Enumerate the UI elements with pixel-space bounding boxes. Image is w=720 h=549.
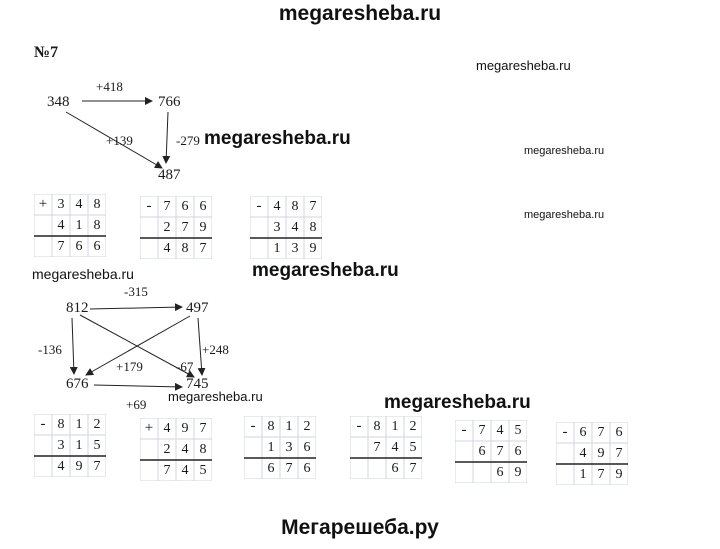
digit-cell: 9 [514, 465, 522, 480]
digit-cell: 8 [93, 218, 101, 233]
operation-sign: - [562, 424, 568, 440]
digit-cell: 6 [391, 461, 399, 476]
digit-cell: 6 [93, 239, 101, 254]
op-label: +69 [126, 397, 147, 412]
digit-cell: 1 [579, 467, 587, 482]
op-label: -67 [176, 359, 194, 374]
operation-sign: - [356, 418, 362, 434]
node-766: 766 [158, 94, 181, 110]
op-label: +418 [96, 79, 123, 94]
column-calculation [244, 416, 316, 479]
empty-cell [140, 217, 158, 238]
node-812: 812 [66, 300, 89, 316]
operation-sign: - [146, 198, 152, 214]
digit-cell: 7 [597, 467, 605, 482]
digit-cell: 7 [373, 440, 381, 455]
digit-cell: 7 [199, 421, 207, 436]
digit-cell: 4 [57, 218, 65, 233]
digit-cell: 4 [181, 463, 189, 478]
digit-cell: 3 [285, 440, 293, 455]
digit-cell: 7 [615, 446, 623, 461]
operation-sign: - [256, 198, 262, 214]
digit-cell: 7 [181, 220, 189, 235]
watermark: megaresheba.ru [168, 389, 263, 404]
digit-cell: 6 [303, 440, 311, 455]
digit-cell: 7 [478, 423, 486, 438]
empty-cell [250, 238, 268, 259]
digit-cell: 9 [615, 467, 623, 482]
column-calculation [455, 420, 527, 483]
digit-cell: 5 [514, 423, 522, 438]
digit-cell: 6 [579, 425, 587, 440]
digit-cell: 4 [579, 446, 587, 461]
digit-cell: 1 [391, 419, 399, 434]
digit-cell: 8 [267, 419, 275, 434]
digit-cell: 7 [409, 461, 417, 476]
operation-sign: - [40, 416, 46, 432]
digit-cell: 7 [163, 463, 171, 478]
node-497: 497 [186, 300, 209, 316]
op-label: -315 [124, 284, 148, 299]
op-label: +139 [106, 133, 133, 148]
empty-cell [556, 464, 574, 485]
op-label: -136 [38, 342, 62, 357]
footer-watermark: Мегарешеба.ру [281, 516, 439, 539]
column-calculation [34, 194, 106, 257]
digit-cell: 9 [181, 421, 189, 436]
watermark: megaresheba.ru [524, 145, 605, 157]
watermark: megaresheba.ru [524, 209, 605, 221]
digit-cell: 6 [199, 199, 207, 214]
digit-cell: 1 [273, 241, 281, 256]
operation-sign: - [461, 422, 467, 438]
digit-cell: 8 [181, 241, 189, 256]
digit-cell: 7 [285, 461, 293, 476]
operation-sign: + [38, 196, 48, 212]
empty-cell [34, 215, 52, 236]
digit-cell: 9 [199, 220, 207, 235]
digit-cell [368, 458, 386, 479]
empty-cell [455, 462, 473, 483]
empty-cell [455, 441, 473, 462]
digit-cell: 3 [291, 241, 299, 256]
digit-cell: 2 [163, 220, 171, 235]
digit-cell: 7 [199, 241, 207, 256]
empty-cell [244, 458, 262, 479]
digit-cell: 5 [409, 440, 417, 455]
digit-cell: 7 [163, 199, 171, 214]
empty-cell [350, 458, 368, 479]
digit-cell: 3 [57, 197, 65, 212]
watermark: megaresheba.ru [32, 266, 134, 282]
digit-cell: 7 [93, 459, 101, 474]
digit-cell: 2 [303, 419, 311, 434]
digit-cell: 1 [267, 440, 275, 455]
digit-cell: 1 [75, 417, 83, 432]
node-348: 348 [47, 94, 70, 110]
op-label: +248 [202, 342, 229, 357]
digit-cell: 5 [93, 438, 101, 453]
digit-cell [473, 462, 491, 483]
digit-cell: 9 [309, 241, 317, 256]
empty-cell [34, 236, 52, 257]
digit-cell: 4 [291, 220, 299, 235]
digit-cell: 9 [597, 446, 605, 461]
digit-cell: 2 [93, 417, 101, 432]
empty-cell [34, 456, 52, 477]
digit-cell: 6 [267, 461, 275, 476]
digit-cell: 3 [57, 438, 65, 453]
digit-cell: 8 [291, 199, 299, 214]
digit-cell: 6 [75, 239, 83, 254]
digit-cell: 9 [75, 459, 83, 474]
digit-cell: 6 [181, 199, 189, 214]
digit-cell: 4 [163, 421, 171, 436]
node-745: 745 [186, 376, 209, 392]
empty-cell [250, 217, 268, 238]
watermark: megaresheba.ru [476, 58, 571, 73]
node-676: 676 [66, 376, 89, 392]
digit-cell: 4 [273, 199, 281, 214]
watermark: megaresheba.ru [204, 128, 351, 149]
digit-cell: 6 [615, 425, 623, 440]
digit-cell: 6 [303, 461, 311, 476]
digit-cell: 2 [409, 419, 417, 434]
digit-cell: 6 [496, 465, 504, 480]
digit-cell: 1 [75, 218, 83, 233]
digit-cell: 5 [199, 463, 207, 478]
column-calculation [350, 416, 422, 479]
header-watermark: megaresheba.ru [278, 2, 442, 25]
column-calculation [140, 196, 212, 259]
digit-cell: 4 [391, 440, 399, 455]
operation-sign: + [144, 420, 154, 436]
digit-cell: 8 [57, 417, 65, 432]
digit-cell: 4 [163, 241, 171, 256]
node-487: 487 [158, 167, 181, 183]
op-label: -279 [176, 133, 200, 148]
column-calculation [250, 196, 322, 259]
column-calculation [34, 414, 106, 477]
operation-sign: - [250, 418, 256, 434]
digit-cell: 3 [273, 220, 281, 235]
digit-cell: 8 [93, 197, 101, 212]
digit-cell: 8 [309, 220, 317, 235]
digit-cell: 2 [163, 442, 171, 457]
empty-cell [556, 443, 574, 464]
digit-cell: 6 [514, 444, 522, 459]
digit-cell: 7 [496, 444, 504, 459]
digit-cell: 8 [373, 419, 381, 434]
digit-cell: 7 [597, 425, 605, 440]
op-label: +179 [116, 359, 143, 374]
digit-cell: 4 [496, 423, 504, 438]
problem-number: №7 [34, 44, 59, 61]
watermark: megaresheba.ru [384, 392, 531, 413]
digit-cell: 1 [75, 438, 83, 453]
empty-cell [140, 460, 158, 481]
column-calculation [140, 418, 212, 481]
empty-cell [244, 437, 262, 458]
digit-cell: 6 [478, 444, 486, 459]
digit-cell: 1 [285, 419, 293, 434]
digit-cell: 7 [57, 239, 65, 254]
empty-cell [350, 437, 368, 458]
digit-cell: 4 [75, 197, 83, 212]
digit-cell: 4 [57, 459, 65, 474]
digit-cell: 4 [181, 442, 189, 457]
empty-cell [140, 439, 158, 460]
column-calculation [556, 422, 628, 485]
watermark: megaresheba.ru [252, 260, 399, 281]
digit-cell: 7 [309, 199, 317, 214]
empty-cell [34, 435, 52, 456]
empty-cell [140, 238, 158, 259]
digit-cell: 8 [199, 442, 207, 457]
